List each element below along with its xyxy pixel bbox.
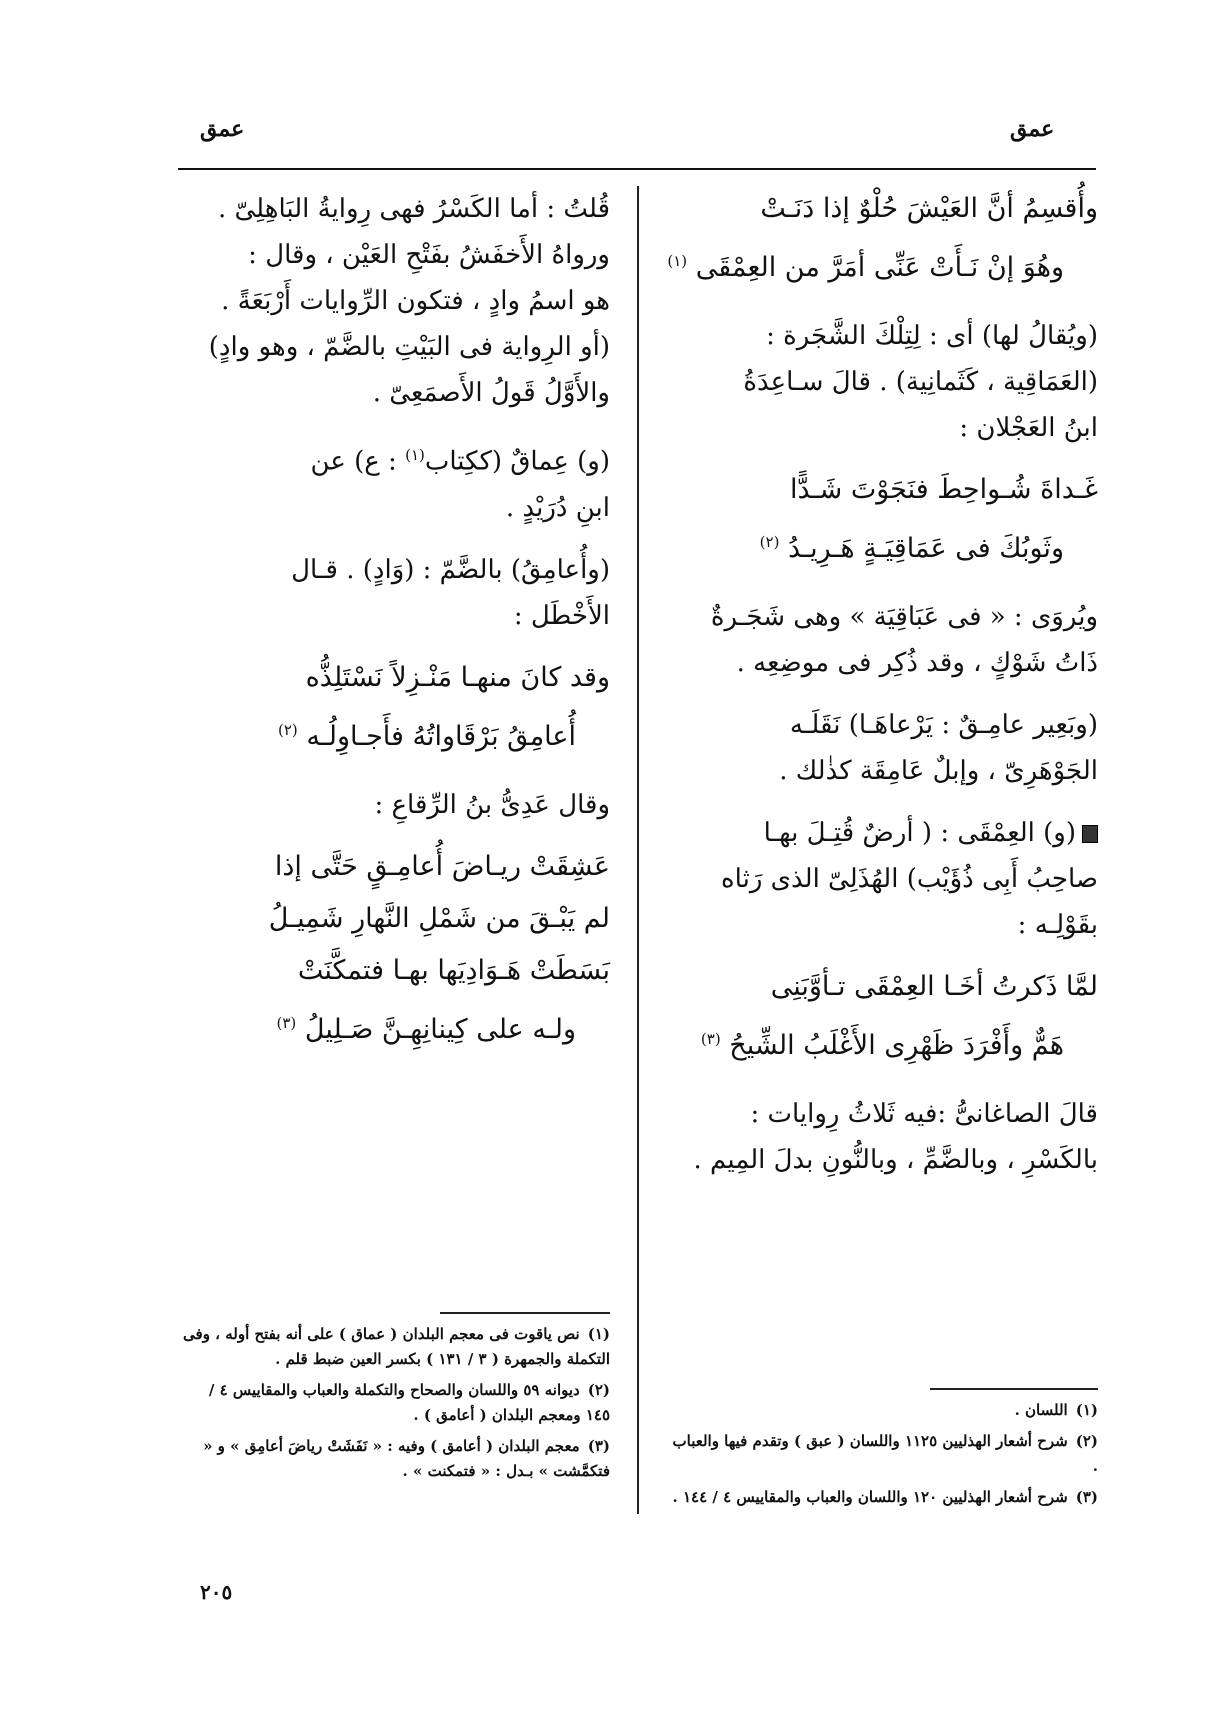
entry-text: (و) العِمْقَى : ( أرضٌ قُتِـلَ بهـا (763, 818, 1076, 848)
paragraph (668, 810, 1098, 948)
page-number: ٢٠٥ (200, 1580, 233, 1604)
verse-line (668, 1016, 1098, 1069)
verse-line: بَسَطَتْ هَـوَادِيَها بهـا فتمكَّنَتْ (297, 954, 610, 986)
footnote-item (180, 1322, 610, 1372)
text-line: وقال عَدِىُّ بنُ الرِّقاعِ : (374, 789, 610, 820)
footnote-number: (٢) (1075, 1432, 1098, 1450)
text-line: والأَوَّلُ قَولُ الأَصمَعِىّ . (372, 378, 610, 408)
footnote-ref: (١) (667, 252, 688, 270)
text-line: بقَوْلِـه : (1017, 910, 1098, 940)
footnote-number: (٣) (587, 1437, 610, 1455)
footnote-number: (٣) (1075, 1488, 1098, 1506)
text-line: ويُروَى : « فى عَبَاقِيَة » وهى شَجَـرةٌ (710, 602, 1098, 632)
footnote-text: نص ياقوت فى معجم البلدان ( عماق ) على أنه بفتح أوله ، وفى التكملة والجمهرة ( ٣ / ١٣١ ) بكسر العين ضبط قلم . (183, 1325, 610, 1368)
footnote-rule-left (440, 1312, 610, 1314)
verse-text: ولـه على كِينانِهِـنَّ صَـلِيلُ (304, 1013, 576, 1045)
footnote-text: ديوانه ٥٩ واللسان والصحاح والتكملة والعباب والمقاييس ٤ / ١٤٥ ومعجم البلدان ( أعامق ) . (208, 1381, 610, 1424)
verse-line: غَـداةَ شُـواحِطَ فنَجَوْتَ شَـدًّا (790, 474, 1098, 505)
paragraph (668, 702, 1098, 794)
footnotes-right (668, 1398, 1098, 1516)
verse-block (180, 844, 610, 1053)
footnote-text: شرح أشعار الهذليين ١١٢٥ واللسان ( عبق ) وتقدم فيها والعباب . (672, 1432, 1098, 1475)
text-line: قالَ الصاغانىُّ :فيه ثَلاثُ رِوايات : (750, 1099, 1098, 1129)
text-line: بالكَسْرِ ، وبالضَّمِّ ، وبالنُّونِ بدلَ المِيم . (693, 1145, 1098, 1175)
verse-line: وأُقسِمُ أنَّ العَيْشَ حُلْوٌ إذا دَنَـتْ (760, 193, 1098, 224)
verse-line: لم يَبْـقَ من شَمْلِ النَّهارِ شَمِيـلُ (268, 902, 610, 934)
text-line: الجَوْهَرِىّ ، وإبلٌ عَامِقَة كذٰلك . (779, 756, 1098, 786)
paragraph (180, 186, 610, 416)
footnote-ref: (٣) (276, 1013, 297, 1032)
verse-line (180, 707, 610, 760)
footnote-item (180, 1378, 610, 1428)
text-line: ورواهُ الأَخفَشُ بفَتْحِ العَيْن ، وقال : (248, 240, 610, 270)
header-rule (178, 168, 1096, 170)
verse-line (668, 519, 1098, 572)
footnote-item (180, 1434, 610, 1484)
text-line (180, 432, 610, 485)
text-line: (وأُعامِقُ) بالضَّمّ : (وَادٍ) . قـال (291, 554, 610, 585)
verse-line: عَشِقَتْ ريـاضَ أُعامِـقٍ حَتَّى إذا (274, 850, 610, 882)
paragraph (668, 594, 1098, 686)
footnote-number: (٢) (587, 1381, 610, 1399)
verse-text: أُعامِقُ بَرْقَاواتُهُ فأَجـاوِلُـه (306, 720, 576, 752)
footnote-ref: (١) (405, 446, 425, 464)
paragraph (180, 547, 610, 639)
text-line: هو اسمُ وادٍ ، فتكون الرِّوايات أَرْبَعَةً . (221, 286, 610, 316)
text-line: صاحِبُ أَبِى ذُؤَيْب) الهُذَلِىّ الذى رَثاه (721, 864, 1098, 894)
footnote-number: (١) (587, 1325, 610, 1343)
footnote-text: شرح أشعار الهذليين ١٢٠ واللسان والعباب والمقاييس ٤ / ١٤٤ . (672, 1488, 1068, 1506)
footnote-ref: (٢) (277, 720, 298, 739)
verse-block (668, 964, 1098, 1069)
entry-text: (و) عِماقٌ (ككِتاب (424, 446, 610, 477)
text-line: ابنِ دُرَيْدٍ . (505, 492, 610, 523)
text-line: ابنُ العَجْلان : (959, 413, 1098, 443)
verse-text: وثَوبُكَ فى عَمَاقِيَـةٍ هَـرِيـدُ (788, 533, 1064, 564)
verse-block (180, 655, 610, 760)
verse-block (668, 186, 1098, 291)
verse-line: لمَّا ذَكرتُ أخَـا العِمْقَى تـأوَّبَنِى (770, 971, 1098, 1002)
running-head-left: عمق (200, 116, 245, 142)
text-line: ذَاتُ شَوْكٍ ، وقد ذُكِر فى موضِعِه . (736, 648, 1098, 678)
verse-text: هَمٌّ وأَفْرَدَ ظَهْرِى الأَغْلَبُ الشِّيحُ (729, 1030, 1064, 1061)
footnote-text: معجم البلدان ( أعامق ) وفيه : « نَفَشَتْ رياضَ أعامِق » و « فتكمَّشت » بـدل : « فتمكنت » . (203, 1437, 610, 1480)
footnotes-left (180, 1322, 610, 1490)
text-line: (أو الرِواية فى البَيْتِ بالضَّمّ ، وهو وادٍ) (208, 332, 610, 362)
paragraph (668, 1091, 1098, 1183)
right-column (668, 186, 1098, 1199)
footnote-number: (١) (1075, 1401, 1098, 1419)
text-line (668, 810, 1098, 856)
running-head-right: عمق (1010, 116, 1055, 142)
entry-marker-icon (1082, 825, 1098, 843)
left-column (180, 186, 610, 1075)
text-line: (وبَعِير عامِـقٌ : يَرْعاهَـا) نَقَلَـه (789, 710, 1098, 740)
footnote-item (668, 1398, 1098, 1423)
footnote-ref: (٣) (700, 1030, 721, 1048)
text-line: قُلتُ : أما الكَسْرُ فهى رِوايةُ البَاهِلِىّ . (217, 194, 610, 224)
paragraph (668, 313, 1098, 451)
column-divider (637, 186, 639, 1514)
footnote-item (668, 1429, 1098, 1479)
verse-line: وقد كانَ منهـا مَنْـزِلاً نَسْتَلِذُّه (305, 661, 610, 693)
text-line: الأَخْطَل : (513, 600, 610, 631)
text-line: (ويُقالُ لها) أى : لِتِلْكَ الشَّجَرة : (766, 321, 1098, 351)
entry-text: : ع) عن (310, 446, 406, 477)
verse-line (668, 238, 1098, 291)
footnote-text: اللسان . (1014, 1401, 1068, 1419)
footnote-ref: (٢) (759, 533, 780, 551)
verse-block (668, 467, 1098, 572)
footnote-rule-right (930, 1388, 1098, 1390)
paragraph (180, 782, 610, 828)
text-line: (العَمَاقِية ، كَثَمانِية) . قالَ سـاعِدَةُ (743, 367, 1098, 397)
verse-line (180, 1000, 610, 1053)
footnote-item (668, 1485, 1098, 1510)
paragraph (180, 432, 610, 531)
verse-text: وهُوَ إنْ نَـأَتْ عَنِّى أمَرَّ من العِمْقَى (695, 252, 1064, 283)
